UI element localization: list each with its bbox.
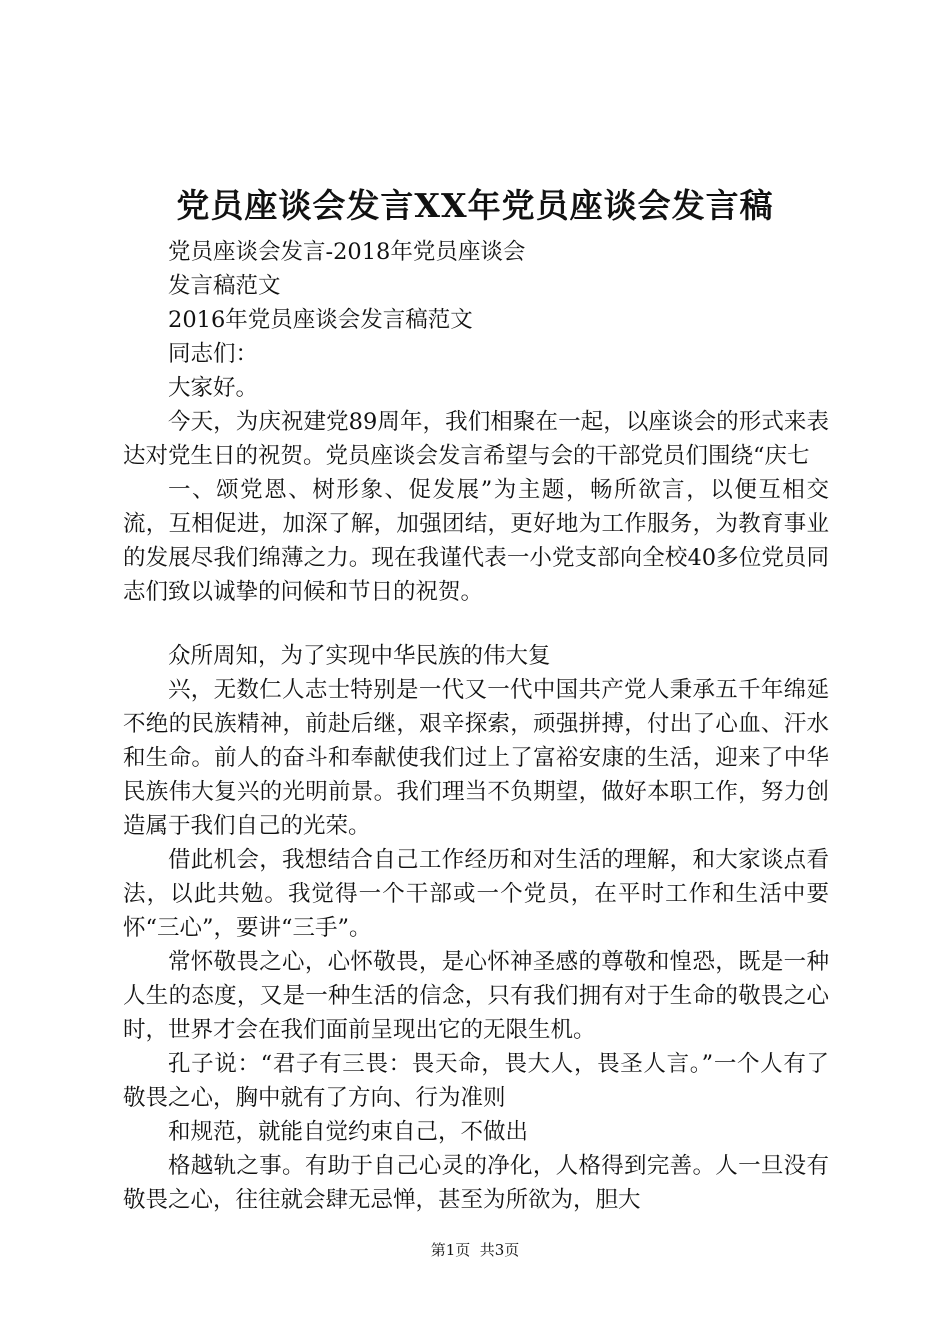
document-title: 党员座谈会发言XX年党员座谈会发言稿 — [176, 186, 774, 225]
paragraph-2: 发言稿范文 — [168, 273, 281, 299]
paragraph-3: 2016年党员座谈会发言稿范文 — [168, 307, 473, 333]
paragraph-5: 大家好。 — [168, 375, 259, 401]
paragraph-4: 同志们： — [168, 341, 259, 367]
paragraph-8: 众所周知，为了实现中华民族的伟大复 — [168, 643, 551, 669]
document-body — [123, 235, 829, 1217]
paragraph-6: 今天，为庆祝建党89周年，我们相聚在一起，以座谈会的形式来表达对党生日的祝贺。党员座谈会发言希望与会的干部党员们围绕“庆七 — [123, 409, 829, 469]
paragraph-10: 借此机会，我想结合自己工作经历和对生活的理解，和大家谈点看法，以此共勉。我觉得一个干部或一个党员，在平时工作和生活中要怀“三心”，要讲“三手”。 — [123, 847, 829, 941]
paragraph-14: 格越轨之事。有助于自己心灵的净化，人格得到完善。人一旦没有敬畏之心，往往就会肆无忌惮，甚至为所欲为，胆大 — [123, 1153, 829, 1213]
paragraph-13: 和规范，就能自觉约束自己，不做出 — [168, 1119, 529, 1145]
page-indicator: 第1页 共3页 — [430, 1241, 520, 1259]
paragraph-11: 常怀敬畏之心，心怀敬畏，是心怀神圣感的尊敬和惶恐，既是一种人生的态度，又是一种生活的信念，只有我们拥有对于生命的敬畏之心时，世界才会在我们面前呈现出它的无限生机。 — [123, 949, 829, 1043]
paragraph-1: 党员座谈会发言-2018年党员座谈会 — [168, 239, 526, 265]
paragraph-12: 孔子说：“君子有三畏：畏天命，畏大人，畏圣人言。”一个人有了敬畏之心，胸中就有了方向、行为准则 — [123, 1051, 829, 1111]
paragraph-7: 一、颂党恩、树形象、促发展”为主题，畅所欲言，以便互相交流，互相促进，加深了解，加强团结，更好地为工作服务，为教育事业的发展尽我们绵薄之力。现在我谨代表一小党支部向全校40多位党员同志们致以诚挚的问候和节日的祝贺。 — [123, 477, 829, 605]
paragraph-9: 兴，无数仁人志士特别是一代又一代中国共产党人秉承五千年绵延不绝的民族精神，前赴后继，艰辛探索，顽强拼搏，付出了心血、汗水和生命。前人的奋斗和奉献使我们过上了富裕安康的生活，迎来了中华民族伟大复兴的光明前景。我们理当不负期望，做好本职工作，努力创造属于我们自己的光荣。 — [123, 677, 829, 839]
